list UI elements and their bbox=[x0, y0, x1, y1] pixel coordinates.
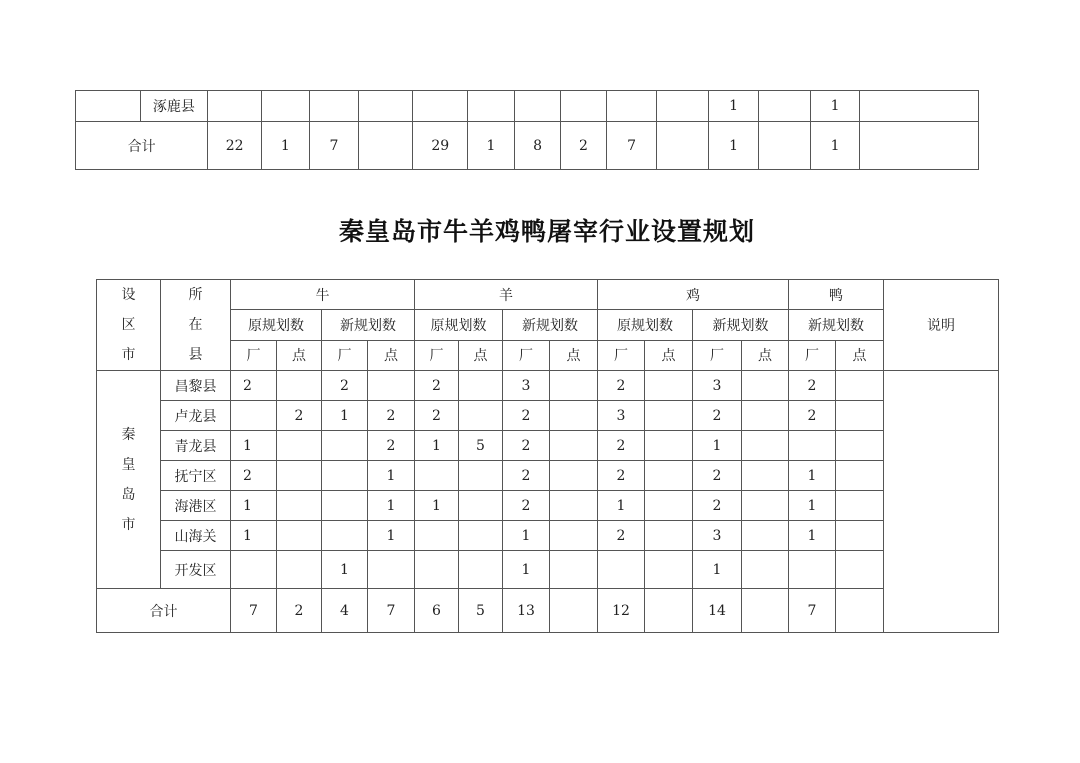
point-header: 点 bbox=[645, 340, 693, 370]
table-cell: 2 bbox=[503, 401, 550, 431]
table-cell bbox=[860, 122, 979, 170]
table-cell bbox=[789, 551, 836, 589]
table-cell bbox=[645, 491, 693, 521]
table-cell bbox=[368, 551, 415, 589]
table-cell: 1 bbox=[262, 122, 310, 170]
table-cell bbox=[277, 431, 322, 461]
factory-header: 厂 bbox=[231, 340, 277, 370]
table-cell: 3 bbox=[693, 521, 742, 551]
table-cell bbox=[415, 551, 459, 589]
table-cell: 1 bbox=[231, 431, 277, 461]
table-cell bbox=[645, 589, 693, 633]
table-cell bbox=[645, 461, 693, 491]
table-cell: 1 bbox=[789, 491, 836, 521]
total-label: 合计 bbox=[76, 122, 208, 170]
county-header: 所 在 县 bbox=[161, 280, 231, 371]
table-cell: 1 bbox=[598, 491, 645, 521]
table-cell bbox=[758, 91, 810, 122]
table-cell bbox=[657, 122, 709, 170]
table-cell: 12 bbox=[598, 589, 645, 633]
table-cell: 1 bbox=[322, 401, 368, 431]
table-cell bbox=[836, 371, 884, 401]
county-cell: 开发区 bbox=[161, 551, 231, 589]
table-cell bbox=[550, 401, 598, 431]
table-cell: 22 bbox=[208, 122, 262, 170]
county-cell: 卢龙县 bbox=[161, 401, 231, 431]
table-cell bbox=[415, 521, 459, 551]
county-cell: 海港区 bbox=[161, 491, 231, 521]
table-cell bbox=[277, 551, 322, 589]
new-plan-header: 新规划数 bbox=[503, 310, 598, 340]
table-cell bbox=[742, 461, 789, 491]
page-title: 秦皇岛市牛羊鸡鸭屠宰行业设置规划 bbox=[338, 217, 755, 246]
table-cell bbox=[561, 91, 606, 122]
city-cell: 秦 皇 岛 市 bbox=[97, 371, 161, 589]
table-cell bbox=[836, 589, 884, 633]
table-cell: 5 bbox=[459, 589, 503, 633]
table-cell: 1 bbox=[368, 521, 415, 551]
table-cell: 8 bbox=[514, 122, 561, 170]
table-cell: 2 bbox=[415, 371, 459, 401]
group-header-cattle: 牛 bbox=[231, 280, 415, 310]
table-cell: 6 bbox=[415, 589, 459, 633]
table-cell bbox=[231, 401, 277, 431]
table-row bbox=[76, 91, 979, 122]
table-cell bbox=[459, 461, 503, 491]
table-cell: 1 bbox=[231, 491, 277, 521]
note-header: 说明 bbox=[884, 280, 999, 371]
table-cell bbox=[322, 491, 368, 521]
table-cell bbox=[836, 521, 884, 551]
table-cell bbox=[550, 521, 598, 551]
table-cell bbox=[550, 589, 598, 633]
table-cell: 7 bbox=[789, 589, 836, 633]
table-cell: 1 bbox=[810, 91, 860, 122]
table-cell bbox=[277, 371, 322, 401]
table-cell bbox=[836, 551, 884, 589]
table-cell bbox=[459, 371, 503, 401]
table-cell: 4 bbox=[322, 589, 368, 633]
table-cell bbox=[860, 91, 979, 122]
table-cell bbox=[277, 491, 322, 521]
header-row bbox=[97, 280, 999, 310]
table-cell: 2 bbox=[598, 371, 645, 401]
table-cell bbox=[742, 431, 789, 461]
table-cell: 1 bbox=[415, 431, 459, 461]
table-cell: 2 bbox=[322, 371, 368, 401]
factory-header: 厂 bbox=[415, 340, 459, 370]
slaughter-plan-table bbox=[96, 279, 999, 633]
table-cell: 14 bbox=[693, 589, 742, 633]
table-cell: 1 bbox=[415, 491, 459, 521]
county-cell: 昌黎县 bbox=[161, 371, 231, 401]
table-cell bbox=[550, 491, 598, 521]
table-cell: 2 bbox=[368, 401, 415, 431]
table-cell bbox=[742, 589, 789, 633]
table-cell: 1 bbox=[231, 521, 277, 551]
table-cell: 1 bbox=[693, 551, 742, 589]
table-cell: 2 bbox=[598, 461, 645, 491]
table-cell: 2 bbox=[503, 491, 550, 521]
old-plan-header: 原规划数 bbox=[598, 310, 693, 340]
note-cell bbox=[884, 371, 999, 633]
table-cell: 2 bbox=[503, 431, 550, 461]
factory-header: 厂 bbox=[322, 340, 368, 370]
table-row bbox=[97, 551, 999, 589]
table-cell: 2 bbox=[598, 431, 645, 461]
table-row bbox=[97, 401, 999, 431]
table-cell bbox=[645, 371, 693, 401]
table-cell: 1 bbox=[322, 551, 368, 589]
county-cell: 抚宁区 bbox=[161, 461, 231, 491]
group-header-sheep: 羊 bbox=[415, 280, 598, 310]
table-cell: 7 bbox=[368, 589, 415, 633]
table-cell: 2 bbox=[789, 371, 836, 401]
table-cell bbox=[836, 401, 884, 431]
table-cell: 3 bbox=[693, 371, 742, 401]
table-cell bbox=[468, 91, 515, 122]
total-label: 合计 bbox=[97, 589, 231, 633]
county-cell: 山海关 bbox=[161, 521, 231, 551]
county-cell: 涿鹿县 bbox=[140, 91, 208, 122]
new-plan-header: 新规划数 bbox=[693, 310, 789, 340]
table-cell bbox=[645, 401, 693, 431]
table-cell: 7 bbox=[231, 589, 277, 633]
table-cell: 3 bbox=[503, 371, 550, 401]
previous-table-fragment bbox=[75, 90, 979, 170]
table-cell bbox=[742, 401, 789, 431]
table-cell bbox=[758, 122, 810, 170]
table-cell bbox=[76, 91, 141, 122]
table-cell: 1 bbox=[503, 551, 550, 589]
table-row bbox=[97, 491, 999, 521]
table-cell: 2 bbox=[598, 521, 645, 551]
table-cell bbox=[836, 491, 884, 521]
table-cell: 1 bbox=[503, 521, 550, 551]
table-cell: 2 bbox=[277, 589, 322, 633]
table-cell: 2 bbox=[368, 431, 415, 461]
table-cell: 7 bbox=[606, 122, 657, 170]
old-plan-header: 原规划数 bbox=[231, 310, 322, 340]
table-cell bbox=[262, 91, 310, 122]
table-cell: 1 bbox=[789, 461, 836, 491]
group-header-duck: 鸭 bbox=[789, 280, 884, 310]
table-cell: 13 bbox=[503, 589, 550, 633]
table-cell bbox=[415, 461, 459, 491]
point-header: 点 bbox=[836, 340, 884, 370]
new-plan-header: 新规划数 bbox=[789, 310, 884, 340]
table-cell bbox=[277, 521, 322, 551]
table-cell: 2 bbox=[277, 401, 322, 431]
table-cell bbox=[550, 461, 598, 491]
table-cell bbox=[742, 371, 789, 401]
point-header: 点 bbox=[742, 340, 789, 370]
table-cell bbox=[550, 551, 598, 589]
district-header: 设 区 市 bbox=[97, 280, 161, 371]
table-row bbox=[97, 461, 999, 491]
point-header: 点 bbox=[368, 340, 415, 370]
table-cell: 3 bbox=[598, 401, 645, 431]
table-cell: 2 bbox=[231, 461, 277, 491]
table-cell: 1 bbox=[468, 122, 515, 170]
table-cell bbox=[742, 521, 789, 551]
point-header: 点 bbox=[550, 340, 598, 370]
table-cell bbox=[459, 521, 503, 551]
factory-header: 厂 bbox=[693, 340, 742, 370]
table-cell bbox=[645, 551, 693, 589]
factory-header: 厂 bbox=[789, 340, 836, 370]
county-cell: 青龙县 bbox=[161, 431, 231, 461]
table-cell bbox=[606, 91, 657, 122]
table-cell: 5 bbox=[459, 431, 503, 461]
table-cell bbox=[742, 551, 789, 589]
table-row bbox=[97, 371, 999, 401]
table-cell bbox=[368, 371, 415, 401]
table-cell bbox=[789, 431, 836, 461]
factory-header: 厂 bbox=[598, 340, 645, 370]
new-plan-header: 新规划数 bbox=[322, 310, 415, 340]
table-row bbox=[97, 521, 999, 551]
table-cell: 2 bbox=[693, 461, 742, 491]
table-cell bbox=[277, 461, 322, 491]
table-cell bbox=[645, 431, 693, 461]
table-cell bbox=[413, 91, 468, 122]
table-cell bbox=[208, 91, 262, 122]
table-cell bbox=[459, 401, 503, 431]
table-cell: 7 bbox=[309, 122, 359, 170]
factory-header: 厂 bbox=[503, 340, 550, 370]
table-cell bbox=[459, 491, 503, 521]
table-cell: 2 bbox=[693, 401, 742, 431]
table-cell: 1 bbox=[693, 431, 742, 461]
point-header: 点 bbox=[459, 340, 503, 370]
table-cell: 2 bbox=[503, 461, 550, 491]
table-cell bbox=[598, 551, 645, 589]
table-cell bbox=[645, 521, 693, 551]
old-plan-header: 原规划数 bbox=[415, 310, 503, 340]
table-cell bbox=[550, 371, 598, 401]
header-row bbox=[97, 310, 999, 340]
point-header: 点 bbox=[277, 340, 322, 370]
table-cell bbox=[459, 551, 503, 589]
table-row bbox=[76, 122, 979, 170]
table-cell bbox=[322, 521, 368, 551]
table-cell bbox=[309, 91, 359, 122]
table-cell bbox=[514, 91, 561, 122]
table-cell: 1 bbox=[810, 122, 860, 170]
table-cell: 29 bbox=[413, 122, 468, 170]
table-cell bbox=[657, 91, 709, 122]
table-cell: 2 bbox=[561, 122, 606, 170]
table-cell bbox=[322, 431, 368, 461]
table-cell bbox=[322, 461, 368, 491]
table-cell bbox=[742, 491, 789, 521]
table-cell: 1 bbox=[709, 122, 759, 170]
table-cell bbox=[359, 91, 413, 122]
total-row bbox=[97, 589, 999, 633]
table-cell: 2 bbox=[231, 371, 277, 401]
table-cell: 1 bbox=[709, 91, 759, 122]
table-cell: 2 bbox=[789, 401, 836, 431]
table-cell bbox=[550, 431, 598, 461]
table-cell: 1 bbox=[789, 521, 836, 551]
table-cell: 2 bbox=[415, 401, 459, 431]
group-header-chicken: 鸡 bbox=[598, 280, 789, 310]
table-cell: 1 bbox=[368, 461, 415, 491]
table-cell bbox=[231, 551, 277, 589]
table-cell bbox=[359, 122, 413, 170]
table-cell bbox=[836, 431, 884, 461]
header-row bbox=[97, 340, 999, 370]
table-cell: 1 bbox=[368, 491, 415, 521]
table-cell bbox=[836, 461, 884, 491]
table-row bbox=[97, 431, 999, 461]
table-cell: 2 bbox=[693, 491, 742, 521]
